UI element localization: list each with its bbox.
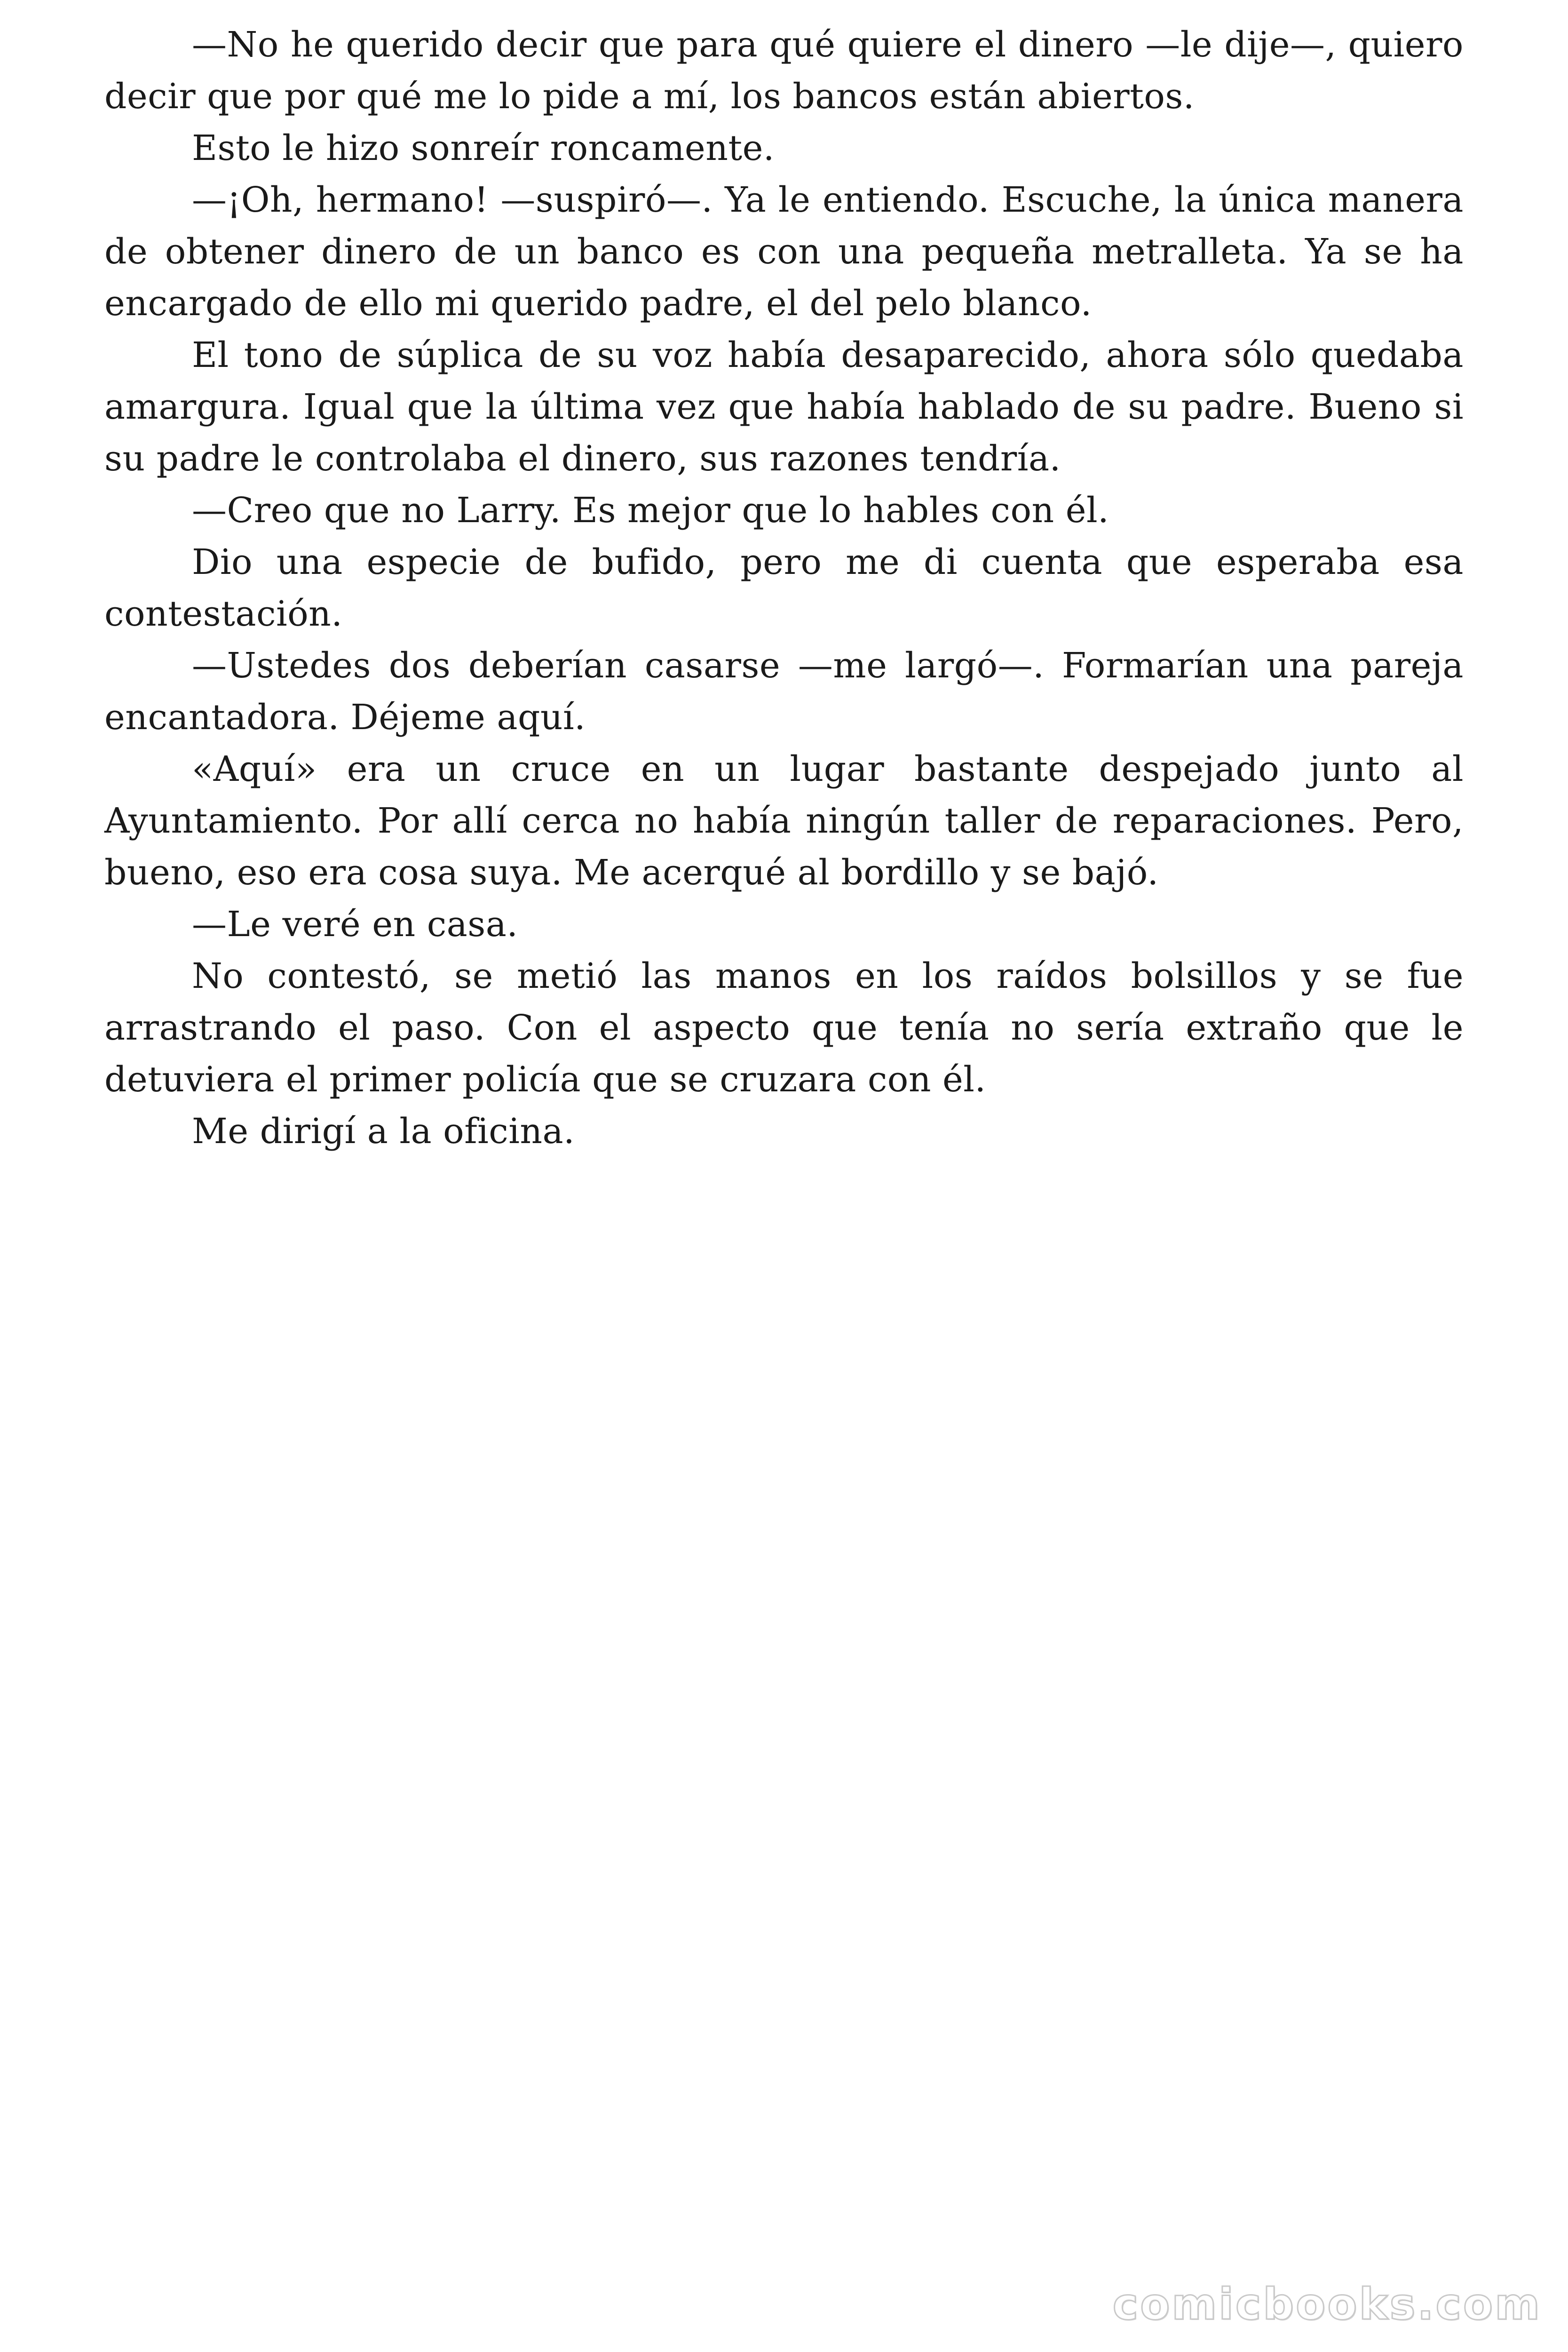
paragraph: El tono de súplica de su voz había desaparecido, ahora sólo quedaba amargura. Igual que la última vez que había hablado de su padre. Bueno si su padre le controlaba el dinero, sus razones tendría. bbox=[104, 335, 1464, 479]
paragraph: —¡Oh, hermano! —suspiró—. Ya le entiendo. Escuche, la única manera de obtener dinero de un banco es con una pequeña metralleta. Ya se ha encargado de ello mi querido padre, el del pelo blanco. bbox=[104, 180, 1464, 324]
paragraph: Dio una especie de bufido, pero me di cuenta que esperaba esa contestación. bbox=[104, 542, 1464, 634]
body-text bbox=[104, 19, 1464, 1157]
paragraph: —Le veré en casa. bbox=[192, 904, 518, 945]
paragraph: —Creo que no Larry. Es mejor que lo hables con él. bbox=[192, 490, 1109, 531]
paragraph: No contestó, se metió las manos en los raídos bolsillos y se fue arrastrando el paso. Con el aspecto que tenía no sería extraño que le detuviera el primer policía que se cruzara con él. bbox=[104, 956, 1464, 1100]
paragraph: —No he querido decir que para qué quiere el dinero —le dije—, quiero decir que por qué me lo pide a mí, los bancos están abiertos. bbox=[104, 24, 1464, 117]
watermark: comicbooks.com bbox=[1112, 2279, 1542, 2329]
paragraph: Me dirigí a la oficina. bbox=[192, 1111, 575, 1152]
paragraph: Esto le hizo sonreír roncamente. bbox=[192, 128, 775, 168]
paragraph: «Aquí» era un cruce en un lugar bastante despejado junto al Ayuntamiento. Por allí cerca no había ningún taller de reparaciones. Pero, bueno, eso era cosa suya. Me acerqué al bordillo y se bajó. bbox=[104, 749, 1464, 893]
paragraph: —Ustedes dos deberían casarse —me largó—. Formarían una pareja encantadora. Déjeme aquí. bbox=[104, 645, 1464, 738]
